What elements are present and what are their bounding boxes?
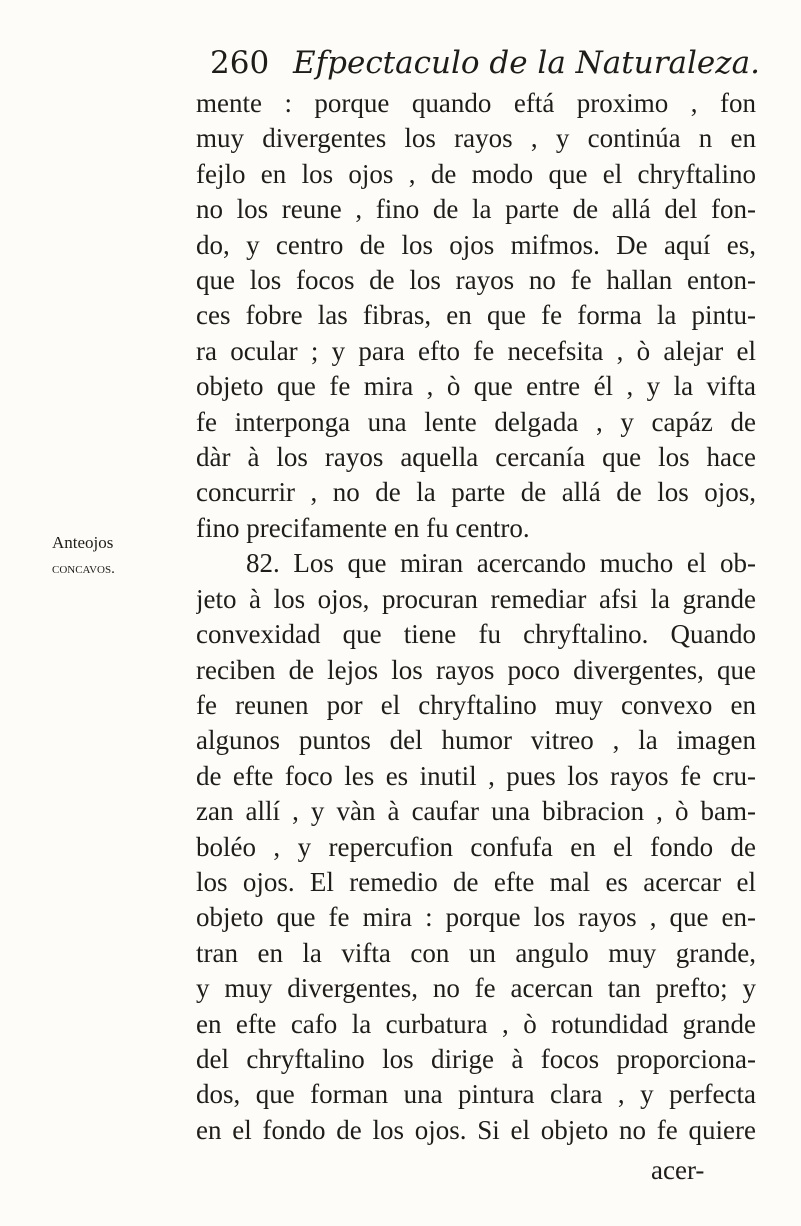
body-text — [196, 86, 756, 1148]
paragraph-start-line: 82. Los que miran acercando mucho el ob- — [246, 548, 756, 579]
text-line: en efte cafo la curbatura , ò rotundidad grande — [196, 1008, 756, 1039]
text-line: concurrir , no de la parte de allá de los ojos, — [196, 477, 756, 508]
text-line: zan allí , y vàn à caufar una bibracion , ò bam- — [196, 796, 756, 827]
text-line: del chryftalino los dirige à focos proporciona- — [196, 1043, 756, 1074]
text-line: en el fondo de los ojos. Si el objeto no fe quiere — [196, 1114, 756, 1145]
text-line: fino precifamente en fu centro. — [196, 512, 530, 543]
text-line: ra ocular ; y para efto fe necefsita , ò alejar el — [196, 335, 756, 366]
text-line: boléo , y repercufion confufa en el fondo de — [196, 831, 756, 862]
text-line: reciben de lejos los rayos poco divergentes, que — [196, 654, 756, 685]
margin-note-line-2: concavos. — [52, 561, 115, 577]
text-line: no los reune , fino de la parte de allá del fon- — [196, 194, 756, 225]
text-line: muy divergentes los rayos , y continúa n en — [196, 123, 756, 154]
text-line: objeto que fe mira : porque los rayos , que en- — [196, 902, 756, 933]
text-line: tran en la vifta con un angulo muy grande, — [196, 937, 756, 968]
text-line: do, y centro de los ojos mifmos. De aquí es, — [196, 229, 756, 260]
text-line: convexidad que tiene fu chryftalino. Quando — [196, 619, 756, 650]
page-number: 260 — [210, 45, 270, 81]
text-line: fejlo en los ojos , de modo que el chryftalino — [196, 158, 756, 189]
text-line: fe reunen por el chryftalino muy convexo en — [196, 689, 756, 720]
text-line: que los focos de los rayos no fe hallan enton- — [196, 265, 756, 296]
running-header — [210, 44, 760, 82]
running-title: Efpectaculo de la Naturaleza. — [293, 45, 760, 81]
margin-note-line-1: Anteojos — [52, 533, 114, 552]
text-line: ces fobre las fibras, en que fe forma la pintu- — [196, 300, 756, 331]
text-line: mente : porque quando eftá proximo , fon — [196, 88, 756, 118]
text-line: y muy divergentes, no fe acercan tan prefto; y — [196, 973, 756, 1004]
margin-note — [52, 530, 152, 582]
text-line: jeto à los ojos, procuran remediar afsi la grande — [196, 583, 756, 614]
text-line: algunos puntos del humor vitreo , la imagen — [196, 725, 756, 756]
text-line: fe interponga una lente delgada , y capáz de — [196, 406, 756, 437]
text-line: objeto que fe mira , ò que entre él , y la vifta — [196, 371, 756, 402]
text-line: de efte foco les es inutil , pues los rayos fe cru- — [196, 760, 756, 791]
catchword: acer- — [651, 1155, 705, 1185]
text-line: dàr à los rayos aquella cercanía que los hace — [196, 442, 756, 473]
text-line: los ojos. El remedio de efte mal es acercar el — [196, 866, 756, 897]
text-line: dos, que forman una pintura clara , y perfecta — [196, 1079, 756, 1110]
